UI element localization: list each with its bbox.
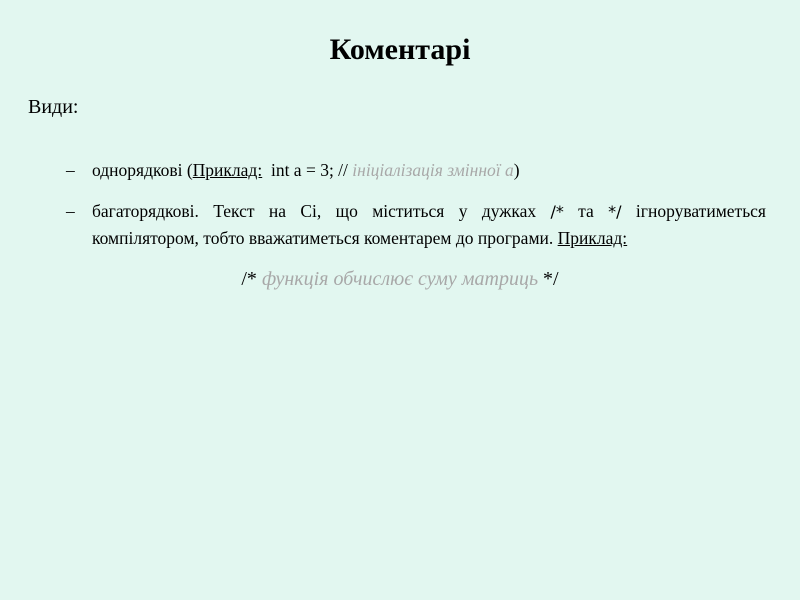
bullet-part-3: ігноруватиметься компілятором, тобто вважатиметься коментарем до програми. — [92, 201, 766, 248]
open-comment-symbol: /* — [550, 202, 564, 221]
example-comment: функція обчислює суму матриць — [261, 268, 539, 290]
example-close: */ — [538, 268, 559, 290]
code-comment: ініціалізація змінної а — [352, 160, 514, 180]
close-comment-symbol: */ — [608, 202, 622, 221]
types-heading: Види: — [28, 96, 79, 118]
example-link[interactable]: Приклад: — [557, 228, 628, 248]
bullet-dash: – — [66, 160, 75, 180]
example-link[interactable]: Приклад: — [192, 160, 263, 180]
bullet-part-1: багаторядкові. Текст на Сі, що міститься у дужках — [92, 201, 551, 221]
bullet-prefix: однорядкові ( — [92, 160, 193, 180]
multiline-comment-example — [0, 265, 800, 293]
bullet-dash: – — [66, 201, 75, 221]
bullet-part-2: та — [563, 201, 609, 221]
example-open: /* — [241, 268, 262, 290]
bullet-text — [92, 157, 766, 183]
code-snippet: int a = 3; // — [262, 160, 353, 180]
bullet-text — [92, 198, 766, 251]
bullet-multi-line — [66, 198, 766, 251]
bullet-suffix: ) — [513, 160, 520, 180]
slide-title: Коментарі — [329, 33, 471, 66]
bullet-single-line — [66, 157, 766, 183]
